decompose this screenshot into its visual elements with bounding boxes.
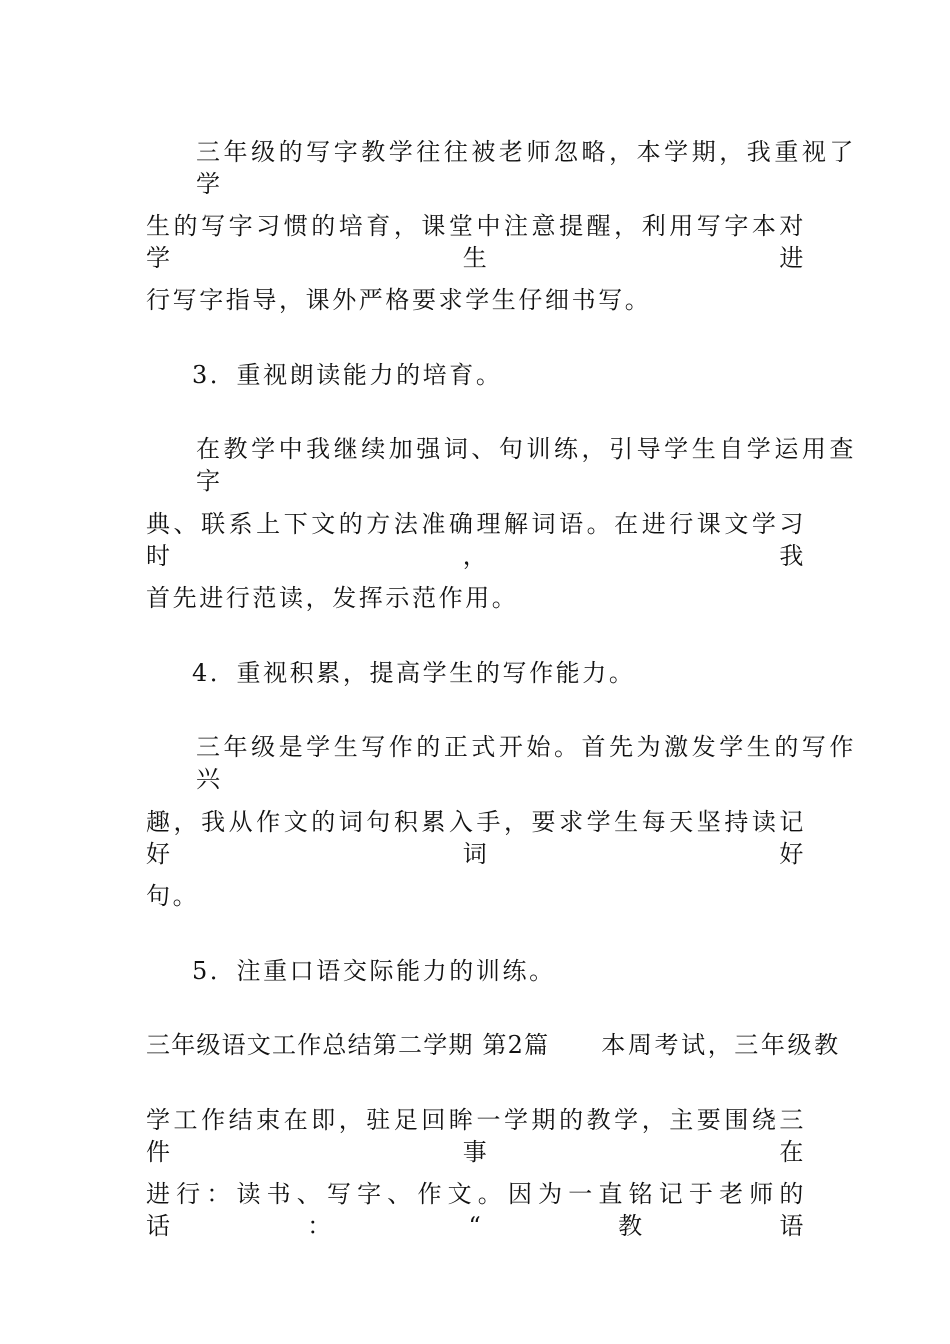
- paragraph-line: 行写字指导，课外严格要求学生仔细书写。: [146, 286, 652, 314]
- paragraph-line: 趣，我从作文的词句积累入手，要求学生每天坚持读记好词好: [146, 808, 806, 868]
- paragraph-line: 生的写字习惯的培育，课堂中注意提醒，利用写字本对学生进: [146, 212, 806, 272]
- numbered-heading: 3．重视朗读能力的培育。: [192, 361, 503, 389]
- paragraph-line: 句。: [146, 882, 200, 910]
- paragraph-line: 首先进行范读，发挥示范作用。: [146, 584, 519, 612]
- numbered-heading: 5．注重口语交际能力的训练。: [192, 957, 556, 985]
- paragraph-line: 三年级的写字教学往往被老师忽略，本学期，我重视了学: [196, 138, 856, 198]
- numbered-heading: 4．重视积累，提高学生的写作能力。: [192, 659, 636, 687]
- paragraph-line: 在教学中我继续加强词、句训练，引导学生自学运用查字: [196, 435, 856, 495]
- paragraph-line: 三年级是学生写作的正式开始。首先为激发学生的写作兴: [196, 733, 856, 793]
- section-heading: 三年级语文工作总结第二学期 第2篇: [146, 1031, 550, 1059]
- paragraph-line: 典、联系上下文的方法准确理解词语。在进行课文学习时，我: [146, 510, 806, 570]
- paragraph-line: 学工作结束在即，驻足回眸一学期的教学，主要围绕三件事在: [146, 1106, 806, 1166]
- section-heading-tail: 本周考试，三年级教: [601, 1031, 841, 1059]
- paragraph-line: 进行：读书、写字、作文。因为一直铭记于老师的话：“教语: [146, 1180, 806, 1240]
- section-heading-line: [146, 1029, 841, 1061]
